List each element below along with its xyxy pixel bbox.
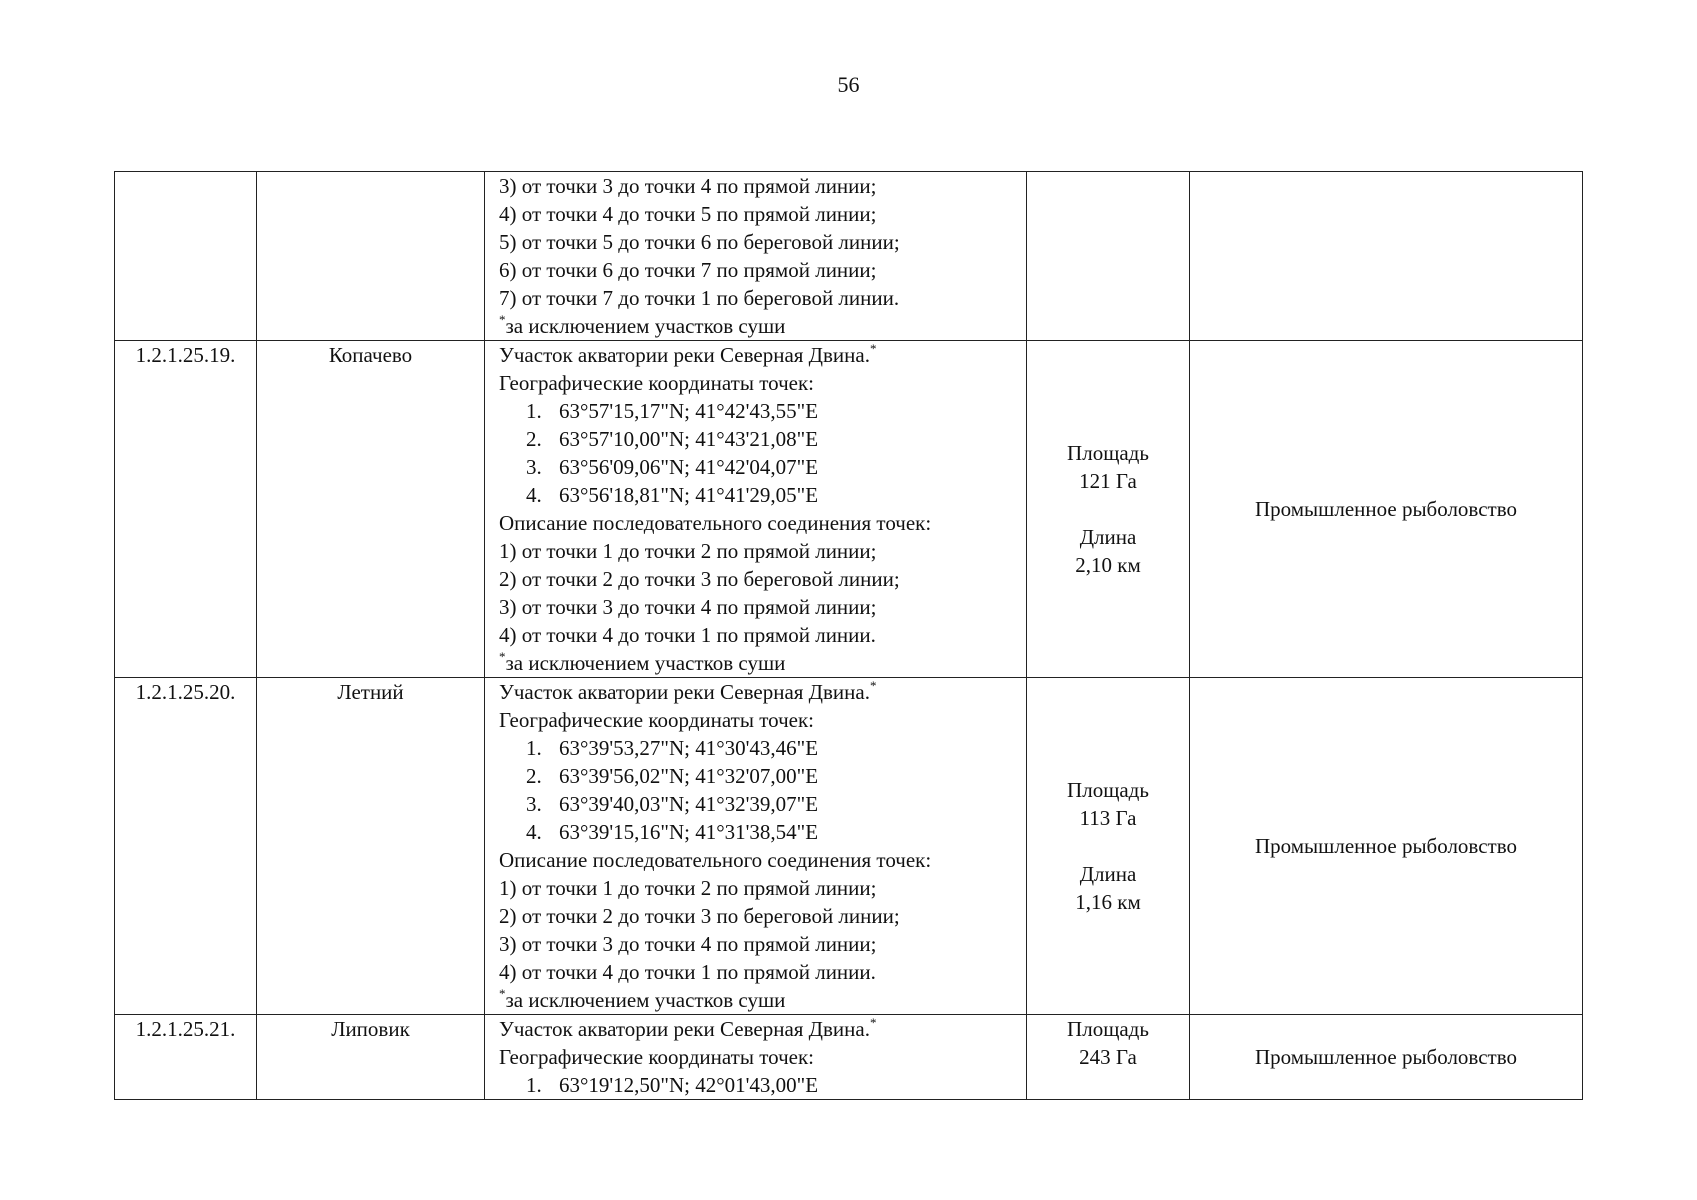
footnote — [499, 649, 1026, 677]
length-value: 2,10 км — [1075, 553, 1141, 577]
table-row — [115, 1015, 1583, 1100]
coordinate-number: 2. — [526, 427, 542, 451]
area-value: 121 Га — [1079, 469, 1137, 493]
code-cell — [115, 172, 257, 341]
area-heading: Участок акватории реки Северная Двина.* — [499, 1015, 877, 1041]
coordinate-item — [499, 762, 1026, 790]
heading-mark: * — [869, 1015, 877, 1030]
connection-label: Описание последовательного соединения точек: — [499, 848, 932, 872]
connection-line: 4) от точки 4 до точки 1 по прямой линии. — [499, 623, 876, 647]
coordinate-number: 4. — [526, 820, 542, 844]
coordinate-item — [499, 481, 1026, 509]
footnote-mark: * — [499, 312, 506, 327]
coordinate-value: 63°57'15,17"N; 41°42'43,55"E — [559, 399, 819, 423]
size-cell — [1027, 172, 1190, 341]
connection-line: 1) от точки 1 до точки 2 по прямой линии; — [499, 876, 877, 900]
description-cell — [485, 678, 1027, 1015]
length-label: Длина — [1079, 525, 1137, 549]
coordinate-number: 1. — [526, 399, 542, 423]
connection-line: 4) от точки 4 до точки 1 по прямой линии. — [499, 960, 876, 984]
connection-label: Описание последовательного соединения точек: — [499, 511, 932, 535]
length-value: 1,16 км — [1075, 890, 1141, 914]
coordinate-number: 3. — [526, 792, 542, 816]
coordinate-value: 63°39'53,27"N; 41°30'43,46"E — [559, 736, 819, 760]
heading-mark: * — [869, 678, 877, 693]
usage-type: Промышленное рыболовство — [1190, 341, 1583, 678]
footnote-text: за исключением участков суши — [505, 988, 786, 1012]
coordinate-item — [499, 453, 1026, 481]
site-name: Летний — [257, 678, 485, 1015]
area-value: 113 Га — [1079, 806, 1137, 830]
coordinate-item — [499, 1071, 1026, 1099]
coordinate-number: 1. — [526, 1073, 542, 1097]
area-label: Площадь — [1067, 778, 1149, 802]
coordinate-item — [499, 734, 1026, 762]
table-row — [115, 678, 1583, 1015]
connection-line: 3) от точки 3 до точки 4 по прямой линии; — [499, 932, 877, 956]
coordinate-number: 4. — [526, 483, 542, 507]
connection-line: 7) от точки 7 до точки 1 по береговой линии. — [499, 286, 900, 310]
fishing-sites-table — [114, 171, 1583, 1100]
usage-type: Промышленное рыболовство — [1190, 678, 1583, 1015]
page-number: 56 — [837, 72, 860, 97]
coordinate-value: 63°56'09,06"N; 41°42'04,07"E — [559, 455, 819, 479]
size-cell — [1027, 341, 1190, 678]
description-cell — [485, 341, 1027, 678]
coordinate-number: 1. — [526, 736, 542, 760]
site-name: Копачево — [257, 341, 485, 678]
length-label: Длина — [1079, 862, 1137, 886]
site-code: 1.2.1.25.20. — [115, 678, 257, 1015]
area-label: Площадь — [1067, 441, 1149, 465]
area-heading: Участок акватории реки Северная Двина.* — [499, 678, 877, 704]
site-code: 1.2.1.25.19. — [115, 341, 257, 678]
use-cell — [1190, 172, 1583, 341]
area-value: 243 Га — [1079, 1045, 1137, 1069]
coordinate-value: 63°39'15,16"N; 41°31'38,54"E — [559, 820, 819, 844]
coordinate-item — [499, 818, 1026, 846]
name-cell — [257, 172, 485, 341]
connection-line: 2) от точки 2 до точки 3 по береговой линии; — [499, 567, 900, 591]
coordinate-number: 3. — [526, 455, 542, 479]
footnote-text: за исключением участков суши — [505, 651, 786, 675]
site-code: 1.2.1.25.21. — [115, 1015, 257, 1100]
table-row — [115, 341, 1583, 678]
coords-label: Географические координаты точек: — [499, 371, 814, 395]
coordinate-number: 2. — [526, 764, 542, 788]
area-heading: Участок акватории реки Северная Двина.* — [499, 341, 877, 367]
connection-line: 6) от точки 6 до точки 7 по прямой линии; — [499, 258, 877, 282]
footnote-mark: * — [499, 649, 506, 664]
coordinate-value: 63°39'40,03"N; 41°32'39,07"E — [559, 792, 819, 816]
footnote — [499, 312, 1026, 340]
connection-line: 4) от точки 4 до точки 5 по прямой линии; — [499, 202, 877, 226]
description-cell — [485, 1015, 1027, 1100]
description-cell — [485, 172, 1027, 341]
heading-mark: * — [869, 341, 877, 356]
coordinate-value: 63°57'10,00"N; 41°43'21,08"E — [559, 427, 819, 451]
coordinate-item — [499, 790, 1026, 818]
size-cell — [1027, 1015, 1190, 1100]
coords-label: Географические координаты точек: — [499, 1045, 814, 1069]
footnote-mark: * — [499, 986, 506, 1001]
connection-line: 1) от точки 1 до точки 2 по прямой линии; — [499, 539, 877, 563]
table-row-continuation — [115, 172, 1583, 341]
coordinate-item — [499, 425, 1026, 453]
footnote — [499, 986, 1026, 1014]
coordinate-value: 63°19'12,50"N; 42°01'43,00"E — [559, 1073, 819, 1097]
connection-line: 2) от точки 2 до точки 3 по береговой линии; — [499, 904, 900, 928]
site-name: Липовик — [257, 1015, 485, 1100]
coords-label: Географические координаты точек: — [499, 708, 814, 732]
area-label: Площадь — [1067, 1017, 1149, 1041]
usage-type: Промышленное рыболовство — [1190, 1015, 1583, 1100]
coordinate-item — [499, 397, 1026, 425]
coordinate-value: 63°39'56,02"N; 41°32'07,00"E — [559, 764, 819, 788]
size-cell — [1027, 678, 1190, 1015]
connection-line: 3) от точки 3 до точки 4 по прямой линии; — [499, 595, 877, 619]
connection-line: 3) от точки 3 до точки 4 по прямой линии; — [499, 174, 877, 198]
footnote-text: за исключением участков суши — [505, 314, 786, 338]
connection-line: 5) от точки 5 до точки 6 по береговой линии; — [499, 230, 900, 254]
coordinate-value: 63°56'18,81"N; 41°41'29,05"E — [559, 483, 819, 507]
